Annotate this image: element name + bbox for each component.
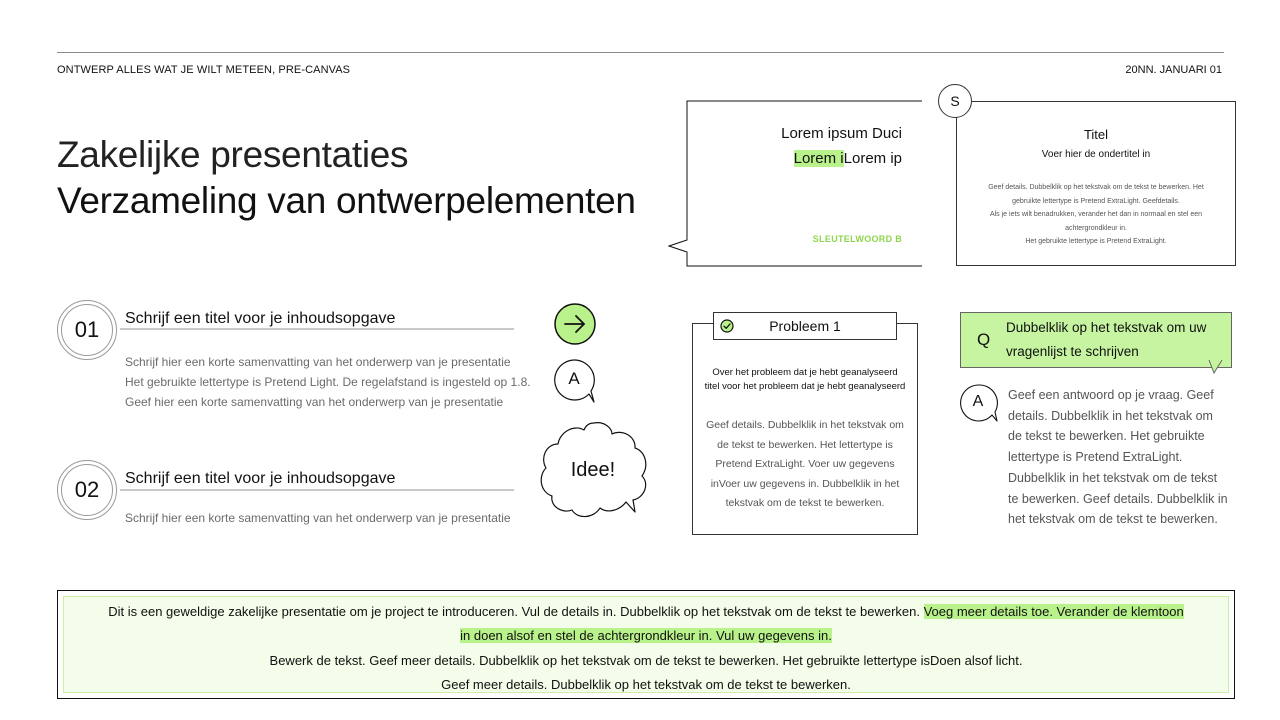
header-left-text: ONTWERP ALLES WAT JE WILT METEEN, PRE-CANVAS [57, 64, 351, 76]
bubble-heading[interactable]: Lorem ipsum Duci [781, 125, 902, 142]
toc-number-badge [57, 460, 117, 520]
answer-bubble-icon [959, 383, 999, 423]
keyword-label[interactable]: SLEUTELWOORD B [812, 234, 902, 244]
problem-heading[interactable]: Over het probleem dat je hebt geanalyseerd titel voor het probleem dat je hebt geanalyseerd [704, 367, 906, 392]
problem-title[interactable]: Probleem 1 [769, 318, 841, 334]
answer-text[interactable]: Geef een antwoord op je vraag. Geef details. Dubbelklik in het tekstvak om de tekst te bewerken. Het gebruikte lettertype is Pretend ExtraLight. Dubbelklik in het tekstvak om de tekst te bewerken. Geef details. Dubbelklik in het tekstvak om de tekst te bewerken. [1008, 388, 1228, 527]
page-subtitle[interactable]: Verzameling van ontwerpelementen [57, 180, 636, 221]
toc-number-badge [57, 300, 117, 360]
toc-number: 01 [61, 304, 113, 356]
check-circle-icon [720, 319, 734, 333]
speech-bubble-icon [553, 358, 597, 404]
arrow-right-icon[interactable] [554, 303, 596, 345]
card-title[interactable]: Titel [1083, 127, 1109, 142]
question-letter: Q [977, 330, 991, 349]
cloud-label[interactable]: Idee! [570, 459, 616, 481]
toc-number: 02 [61, 464, 113, 516]
card-subtitle[interactable]: Voer hier de ondertitel in [1041, 149, 1151, 160]
toc-summary[interactable]: Schrijf hier een korte samenvatting van het onderwerp van je presentatie Het gebruikte lettertype is Pretend Light. De regelafstand is ingesteld op 1.8. Geef hier een korte samenvatting van het onderwerp van je presentatie [125, 355, 531, 409]
bubble-subheading[interactable]: Lorem iLorem ip [793, 150, 902, 167]
summary-text[interactable]: Dit is een geweldige zakelijke presentatie om je project te introduceren. Vul de details in. Dubbelklik op het tekstvak om de tekst te bewerken. Voeg meer details toe. Verander de klemtoon in doen alsof en stel de achtergrondkleur in. Vul uw gegevens in. Bewerk de tekst. Geef meer details. Dubbelklik op het tekstvak om de tekst te bewerken. Het gebruikte lettertype isDoen alsof licht. Geef meer details. Dubbelklik op het tekstvak om de tekst te bewerken. [108, 604, 1184, 692]
toc-underline [120, 328, 514, 330]
problem-body[interactable]: Geef details. Dubbelklik in het tekstvak om de tekst te bewerken. Het lettertype is Pretend ExtraLight. Voer uw gegevens inVoer uw gegevens in. Dubbelklik in het tekstvak om de tekst te bewerken. [706, 419, 904, 509]
header-date: 20NN. JANUARI 01 [1125, 64, 1222, 76]
toc-summary[interactable]: Schrijf hier een korte samenvatting van het onderwerp van je presentatie [125, 511, 511, 525]
toc-title[interactable]: Schrijf een titel voor je inhoudsopgave [125, 470, 396, 487]
speech-letter: A [568, 369, 580, 388]
toc-underline [120, 489, 514, 491]
card-body[interactable]: Geef details. Dubbelklik op het tekstvak om de tekst te bewerken. Het gebruikte lettertype is Pretend ExtraLight. Geefdetails. Als je iets wilt benadrukken, verander het dan in normaal en stel een achtergrondkleur in. Het gebruikte lettertype is Pretend ExtraLight. [988, 184, 1204, 245]
answer-letter: A [972, 393, 984, 410]
card-badge: S [938, 84, 972, 118]
page-title[interactable]: Zakelijke presentaties [57, 134, 409, 175]
question-text[interactable]: Dubbelklik op het tekstvak om uw vragenlijst te schrijven [1006, 320, 1207, 359]
header-rule [57, 52, 1224, 53]
problem-tab [713, 312, 897, 340]
toc-title[interactable]: Schrijf een titel voor je inhoudsopgave [125, 310, 396, 327]
